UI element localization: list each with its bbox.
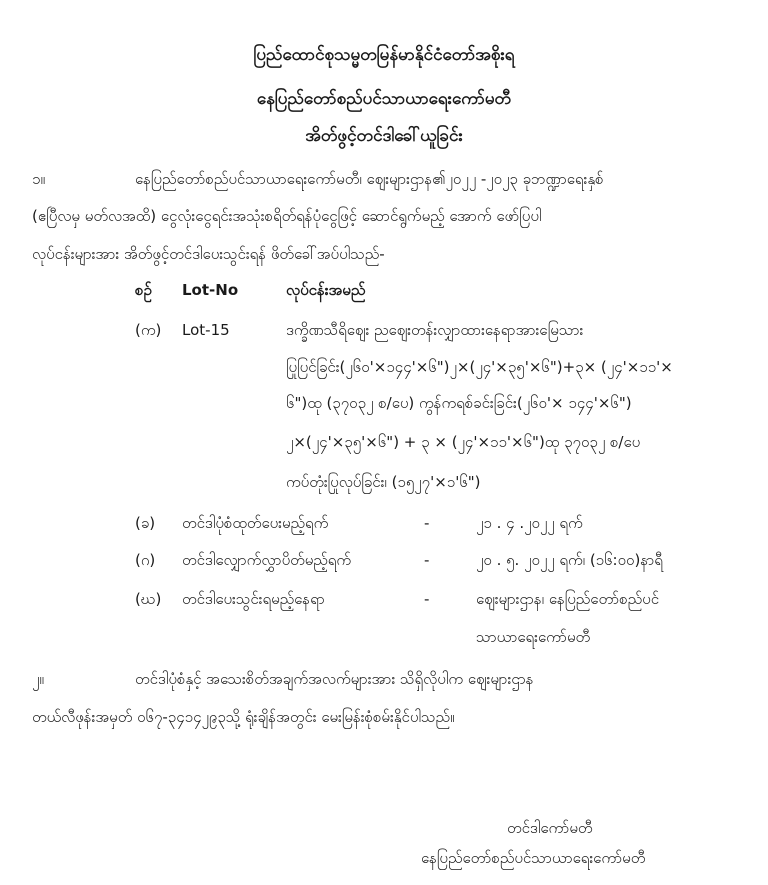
item-issue-no: (ခ)	[135, 514, 156, 532]
para2-line1: တင်ဒါပုံစံနှင့် အသေးစိတ်အချက်အလက်များအား သိရှိလိုပါက ဈေးများဌာန	[135, 670, 534, 688]
header-committee: နေပြည်တော်စည်ပင်သာယာရေးကော်မတီ	[256, 89, 512, 109]
item-location-no: (ဃ)	[135, 590, 162, 608]
para2-number: ၂။	[32, 670, 44, 688]
para1-line3: လုပ်ငန်းများအား အိတ်ဖွင့်တင်ဒါပေးသွင်းရန် ဖိတ်ခေါ်အပ်ပါသည်-	[32, 245, 385, 263]
row-lot: Lot-15	[182, 321, 230, 339]
row-desc-line2: ပြုပြင်ခြင်း(၂၆၀'×၁၄၄'×၆")၂×(၂၄'×၃၅'×၆")+၃× (၂၄'×၁၁'×	[286, 358, 673, 376]
col-header-work: လုပ်ငန်းအမည်	[286, 281, 366, 299]
para2-line2: တယ်လီဖုန်းအမှတ် ၀၆၇-၃၄၁၄၂၉၃သို့ ရုံးချိန်အတွင်း မေးမြန်းစုံစမ်းနိုင်ပါသည်။	[32, 708, 455, 726]
item-deadline-date: ၂၀ . ၅. ၂၀၂၂ ရက်၊ (၁၆:၀၀)နာရီ	[476, 551, 663, 569]
row-desc-line5: ကပ်တုံးပြုလုပ်ခြင်း၊ (၁၅၂၇'×၁'၆")	[286, 473, 481, 491]
para1-line2: (ဧပြီလမှ မတ်လအထိ) ငွေလုံးငွေရင်းအသုံးစရိတ်ရန်ပုံငွေဖြင့် ဆောင်ရွက်မည့် အောက် ဖော်ပြပါ	[32, 207, 542, 225]
item-deadline-dash: -	[424, 551, 430, 569]
item-location-value: ဈေးများဌာန၊ နေပြည်တော်စည်ပင်	[476, 590, 660, 608]
col-header-no: စဉ်	[135, 281, 152, 299]
signature-organization: နေပြည်တော်စည်ပင်သာယာရေးကော်မတီ	[421, 849, 646, 867]
item-issue-label: တင်ဒါပုံစံထုတ်ပေးမည့်ရက်	[182, 514, 329, 532]
para1-number: ၁။	[32, 170, 45, 188]
item-issue-date: ၂၁ . ၄ .၂၀၂၂ ရက်	[476, 514, 583, 532]
para1-line1: နေပြည်တော်စည်ပင်သာယာရေးကော်မတီ၊ ဈေးများဌာန၏၂၀၂၂ -၂၀၂၃ ခုဘဏ္ဍာရေးနှစ်	[135, 170, 604, 188]
item-location-dash: -	[424, 590, 430, 608]
header-government: ပြည်ထောင်စုသမ္မတမြန်မာနိုင်ငံတော်အစိုးရ	[253, 45, 515, 65]
signature-tender-committee: တင်ဒါကော်မတီ	[507, 819, 593, 837]
item-location-label: တင်ဒါပေးသွင်းရမည့်နေရာ	[182, 590, 325, 608]
header-notice-title: အိတ်ဖွင့်တင်ဒါခေါ်ယူခြင်း	[305, 126, 463, 146]
row-desc-line4: ၂×(၂၄'×၃၅'×၆") + ၃ × (၂၄'×၁၁'×၆")ထု ၃၇၀၃၂ စ/ပေ	[286, 433, 641, 451]
row-desc-line1: ဒက္ခိဏသီရိဈေး ညဈေးတန်းလျှာထားနေရာအားမြေသား	[286, 321, 584, 339]
col-header-lot: Lot-No	[182, 281, 239, 299]
item-deadline-no: (ဂ)	[135, 551, 156, 569]
item-location-value-line2: သာယာရေးကော်မတီ	[476, 628, 591, 646]
row-desc-line3: ၆")ထု (၃၇၀၃၂ စ/ပေ) ကွန်ကရစ်ခင်းခြင်း(၂၆၀'× ၁၄၄'×၆")	[286, 394, 632, 412]
item-issue-dash: -	[424, 514, 430, 532]
item-deadline-label: တင်ဒါလျှောက်လွှာပိတ်မည့်ရက်	[182, 551, 352, 569]
row-no: (က)	[135, 321, 162, 339]
